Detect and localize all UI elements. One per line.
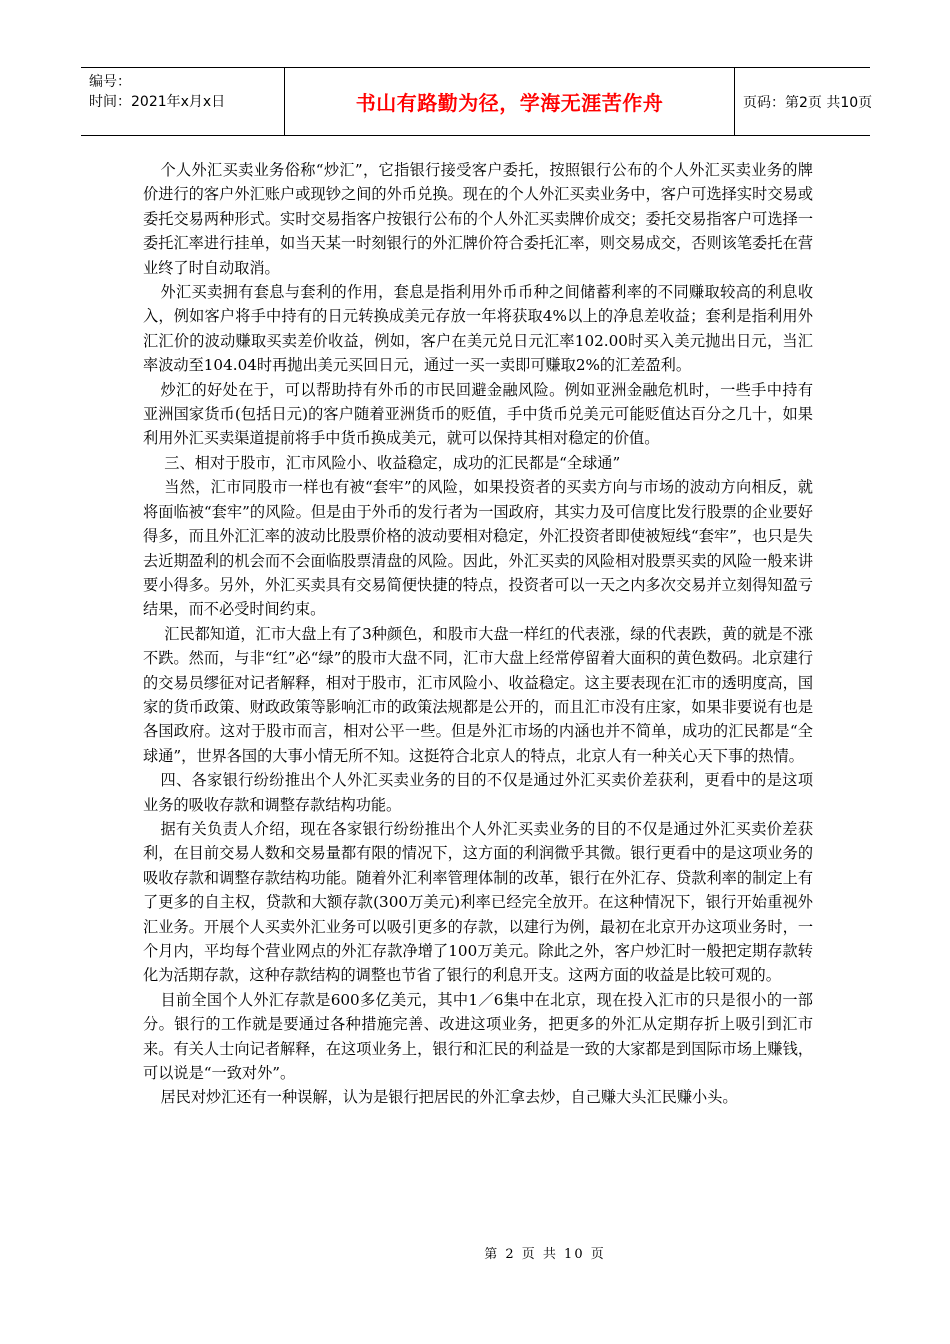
document-number-label: 编号： (89, 74, 131, 90)
paragraph: 外汇买卖拥有套息与套利的作用，套息是指利用外币币种之间储蓄利率的不同赚取较高的利息收入，例如客户将手中持有的日元转换成美元存放一年将获取4%以上的净息差收益；套利是指利用外汇汇价的波动赚取买卖差价收益，例如，客户在美元兑日元汇率102.00时买入美元抛出日元，当汇率波动至104.04时再抛出美元买回日元，通过一买一卖即可赚取2%的汇差盈利。 (143, 283, 813, 375)
header-motto-cell (285, 68, 735, 135)
paragraph: 炒汇的好处在于，可以帮助持有外币的市民回避金融风险。例如亚洲金融危机时，一些手中持有亚洲国家货币(包括日元)的客户随着亚洲货币的贬值，手中货币兑美元可能贬值达百分之几十，如果利用外汇买卖渠道提前将手中货币换成美元，就可以保持其相对稳定的价值。 (143, 380, 813, 448)
paragraph: 个人外汇买卖业务俗称“炒汇”，它指银行接受客户委托，按照银行公布的个人外汇买卖业务的牌价进行的客户外汇账户或现钞之间的外币兑换。现在的个人外汇买卖业务中，客户可选择实时交易或委托交易两种形式。实时交易指客户按银行公布的个人外汇买卖牌价成交；委托交易指客户可选择一委托汇率进行挂单，如当天某一时刻银行的外汇牌价符合委托汇率，则交易成交，否则该笔委托在营业终了时自动取消。 (143, 161, 813, 277)
page-header (81, 67, 873, 136)
paragraph: 当然，汇市同股市一样也有被“套牢”的风险，如果投资者的买卖方向与市场的波动方向相反，就将面临被“套牢”的风险。但是由于外币的发行者为一国政府，其实力及可信度比发行股票的企业要好得多，而且外汇汇率的波动比股票价格的波动要相对稳定，外汇投资者即使被短线“套牢”，也只是失去近期盈利的机会而不会面临股票清盘的风险。因此，外汇买卖的风险相对股票买卖的风险一般来讲要小得多。另外，外汇买卖具有交易简便快捷的特点，投资者可以一天之内多次交易并立刻得知盈亏结果，而不必受时间约束。 (143, 478, 813, 619)
page-footer (0, 1243, 950, 1262)
paragraph: 居民对炒汇还有一种误解，认为是银行把居民的外汇拿去炒，自己赚大头汇民赚小头。 (160, 1088, 738, 1107)
paragraph: 目前全国个人外汇存款是600多亿美元，其中1／6集中在北京，现在投入汇市的只是很小的一部分。银行的工作就是要通过各种措施完善、改进这项业务，把更多的外汇从定期存折上吸引到汇市来。有关人士向记者解释，在这项业务上，银行和汇民的利益是一致的大家都是到国际市场上赚钱，可以说是“一致对外”。 (143, 990, 813, 1083)
footer-page-number: 第 2 页 共 10 页 (484, 1247, 606, 1262)
section-heading: 三、相对于股市，汇市风险小、收益稳定，成功的汇民都是“全球通” (164, 453, 621, 472)
paragraph: 汇民都知道，汇市大盘上有了3种颜色，和股市大盘一样红的代表涨，绿的代表跌，黄的就是不涨不跌。然而，与非“红”必“绿”的股市大盘不同，汇市大盘上经常停留着大面积的黄色数码。北京建行的交易员缪征对记者解释，相对于股市，汇市风险小、收益稳定。这主要表现在汇市的透明度高，国家的货币政策、财政政策等影响汇市的政策法规都是公开的，而且汇市没有庄家，如果非要说有也是各国政府。这对于股市而言，相对公平一些。但是外汇市场的内涵也并不简单，成功的汇民都是“全球通”，世界各国的大事小情无所不知。这挺符合北京人的特点，北京人有一种关心天下事的热情。 (143, 624, 813, 765)
header-meta (81, 68, 285, 135)
document-body (143, 158, 813, 1110)
document-time-label: 时间：2021年x月x日 (89, 94, 226, 110)
section-heading: 四、各家银行纷纷推出个人外汇买卖业务的目的不仅是通过外汇买卖价差获利，更看中的是这项业务的吸收存款和调整存款结构功能。 (143, 771, 813, 814)
header-page-info: 页码：第2页 共10页 (743, 94, 873, 111)
header-motto: 书山有路勤为径，学海无涯苦作舟 (355, 91, 664, 115)
paragraph: 据有关负责人介绍，现在各家银行纷纷推出个人外汇买卖业务的目的不仅是通过外汇买卖价差获利，在目前交易人数和交易量都有限的情况下，这方面的利润微乎其微。银行更看中的是这项业务的吸收存款和调整存款结构功能。随着外汇利率管理体制的改革，银行在外汇存、贷款利率的制定上有了更多的自主权，贷款和大额存款(300万美元)利率已经完全放开。在这种情况下，银行开始重视外汇业务。开展个人买卖外汇业务可以吸引更多的存款，以建行为例，最初在北京开办这项业务时，一个月内，平均每个营业网点的外汇存款净增了100万美元。除此之外，客户炒汇时一般把定期存款转化为活期存款，这种存款结构的调整也节省了银行的利息开支。这两方面的收益是比较可观的。 (143, 819, 813, 985)
